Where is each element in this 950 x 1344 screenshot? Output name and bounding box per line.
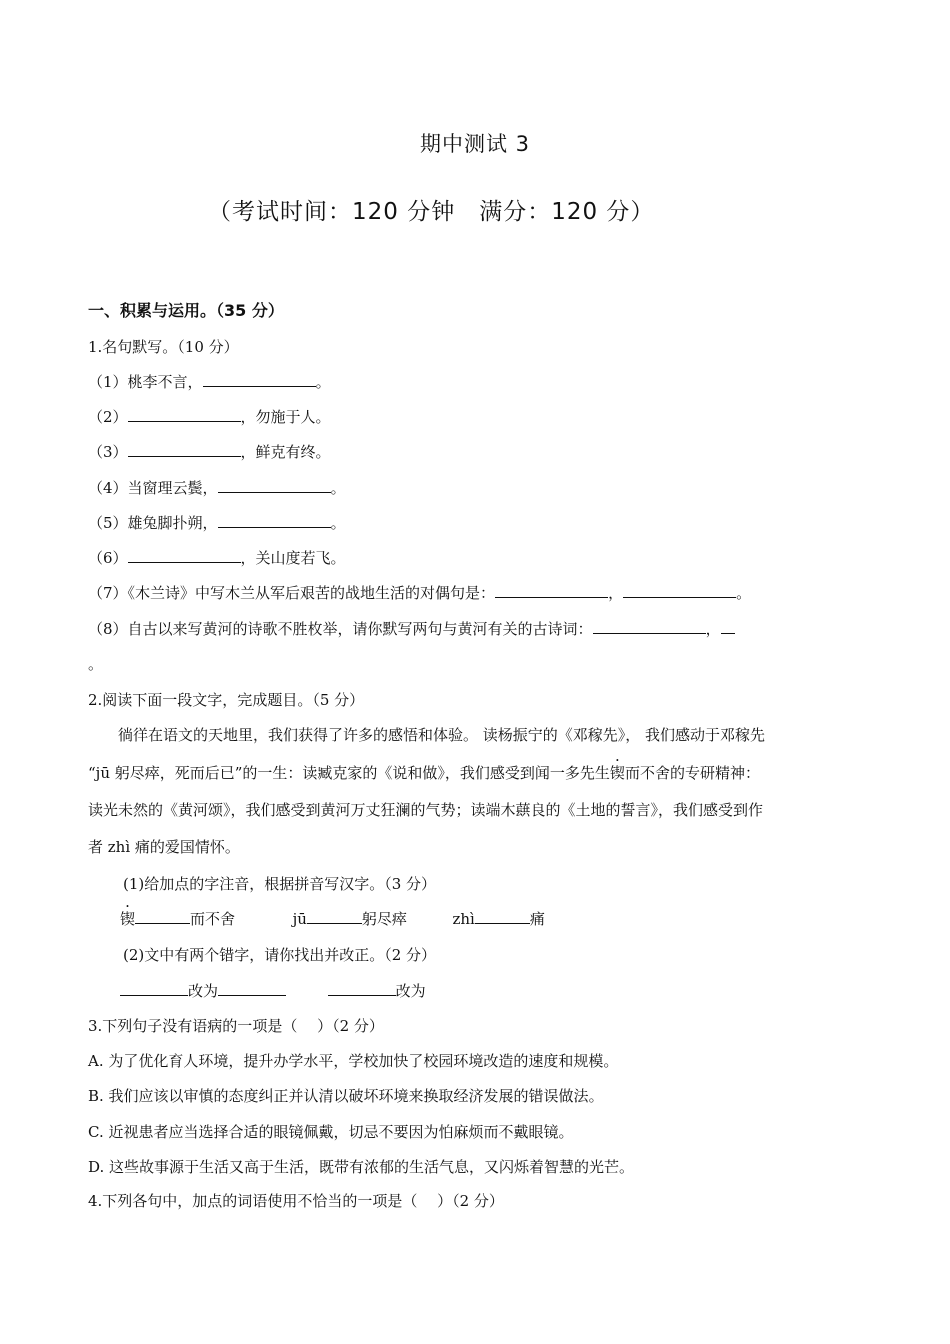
q1-item-8 [88,618,735,639]
dotted-char: 锲 [609,764,625,782]
option-a: A. 为了优化育人环境，提升办学水平，学校加快了校园环境改造的速度和规模。 [88,1052,619,1070]
item-number: （3） [88,443,128,461]
q1-item-3 [88,441,331,462]
correction-label: 改为 [188,982,219,1000]
question-3-stem: 3.下列句子没有语病的一项是（ ）（2 分） [88,1017,384,1035]
q1-item-4 [88,477,346,498]
correction-label: 改为 [395,982,426,1000]
q2-sub1: (1)给加点的字注音，根据拼音写汉字。（3 分） [123,875,437,893]
q1-item-2 [88,406,331,427]
q1-item-6 [88,547,346,568]
item-text: 桃李不言， [127,373,203,391]
answer-blank[interactable] [218,512,331,528]
answer-blank[interactable] [218,980,286,996]
q2-sub2-answers [120,980,426,1001]
answer-blank[interactable] [128,441,241,457]
word-suffix: 躬尽瘁 [361,910,407,928]
passage-line-1: 徜徉在语文的天地里，我们获得了许多的感悟和体验。 读杨振宁的《邓稼先》， 我们感动于邓稼先 [118,726,766,744]
answer-blank[interactable] [120,980,188,996]
passage-line-4: 者 zhì 痛的爱国情怀。 [88,838,240,856]
item-text: 。 [330,514,346,532]
answer-blank[interactable] [475,908,530,924]
item-number: （2） [88,408,128,426]
answer-blank[interactable] [135,908,190,924]
item-text: ，鲜克有终。 [240,443,331,461]
answer-blank[interactable] [593,618,706,634]
dotted-char: 锲 [120,910,136,928]
answer-blank[interactable] [128,406,241,422]
question-4-stem: 4.下列各句中，加点的词语使用不恰当的一项是（ ）（2 分） [88,1192,504,1210]
item-text: ，勿施于人。 [240,408,331,426]
passage-line-2 [88,762,760,783]
q1-item-7 [88,582,751,603]
answer-blank[interactable] [495,582,608,598]
q2-sub2: (2)文中有两个错字，请你找出并改正。（2 分） [123,946,437,964]
item-number: （6） [88,549,128,567]
option-c: C. 近视患者应当选择合适的眼镜佩戴，切忌不要因为怕麻烦而不戴眼镜。 [88,1123,574,1141]
answer-blank[interactable] [307,908,362,924]
passage-text: 而不舍的专研精神： [624,764,760,782]
item-text: ，关山度若飞。 [240,549,346,567]
word-suffix: 痛 [529,910,545,928]
answer-blank[interactable] [623,582,736,598]
question-1-stem: 1.名句默写。（10 分） [88,338,239,356]
comma: ， [608,584,624,602]
question-2-stem: 2.阅读下面一段文字，完成题目。（5 分） [88,691,365,709]
q1-item-1 [88,371,331,392]
q2-sub1-answers [120,908,545,929]
item-text: 雄兔脚扑朔， [127,514,218,532]
item-number: （1） [88,373,128,391]
q1-item-8-end: 。 [88,655,104,673]
comma: ， [705,620,721,638]
page-title: 期中测试 3 [419,132,531,156]
item-text: 自古以来写黄河的诗歌不胜枚举，请你默写两句与黄河有关的古诗词： [127,620,593,638]
item-text: 当窗理云鬓， [127,479,218,497]
item-number: （8） [88,620,128,638]
word-suffix: 而不舍 [190,910,236,928]
option-d: D. 这些故事源于生活又高于生活，既带有浓郁的生活气息，又闪烁着智慧的光芒。 [88,1158,635,1176]
pinyin: jū [292,910,307,928]
item-number: （4） [88,479,128,497]
passage-line-3: 读光未然的《黄河颂》，我们感受到黄河万丈狂澜的气势；读端木蕻良的《土地的誓言》，我们感受到作 [88,801,764,819]
pinyin: zhì [452,910,475,928]
item-text: 。 [315,373,331,391]
section-heading: 一、积累与运用。（35 分） [88,301,284,320]
passage-text: “jū 躬尽瘁，死而后已”的一生：读臧克家的《说和做》，我们感受到闻一多先生 [88,764,610,782]
answer-blank[interactable] [328,980,396,996]
item-number: （7） [88,584,128,602]
item-text: 。 [330,479,346,497]
period: 。 [736,584,752,602]
answer-blank[interactable] [218,477,331,493]
answer-blank[interactable] [128,547,241,563]
item-number: （5） [88,514,128,532]
answer-blank[interactable] [721,618,735,634]
option-b: B. 我们应该以审慎的态度纠正并认清以破坏环境来换取经济发展的错误做法。 [88,1087,604,1105]
answer-blank[interactable] [203,371,316,387]
q1-item-5 [88,512,346,533]
item-text: 《木兰诗》中写木兰从军后艰苦的战地生活的对偶句是： [127,584,496,602]
exam-info: （考试时间：120 分钟 满分：120 分） [208,199,655,225]
